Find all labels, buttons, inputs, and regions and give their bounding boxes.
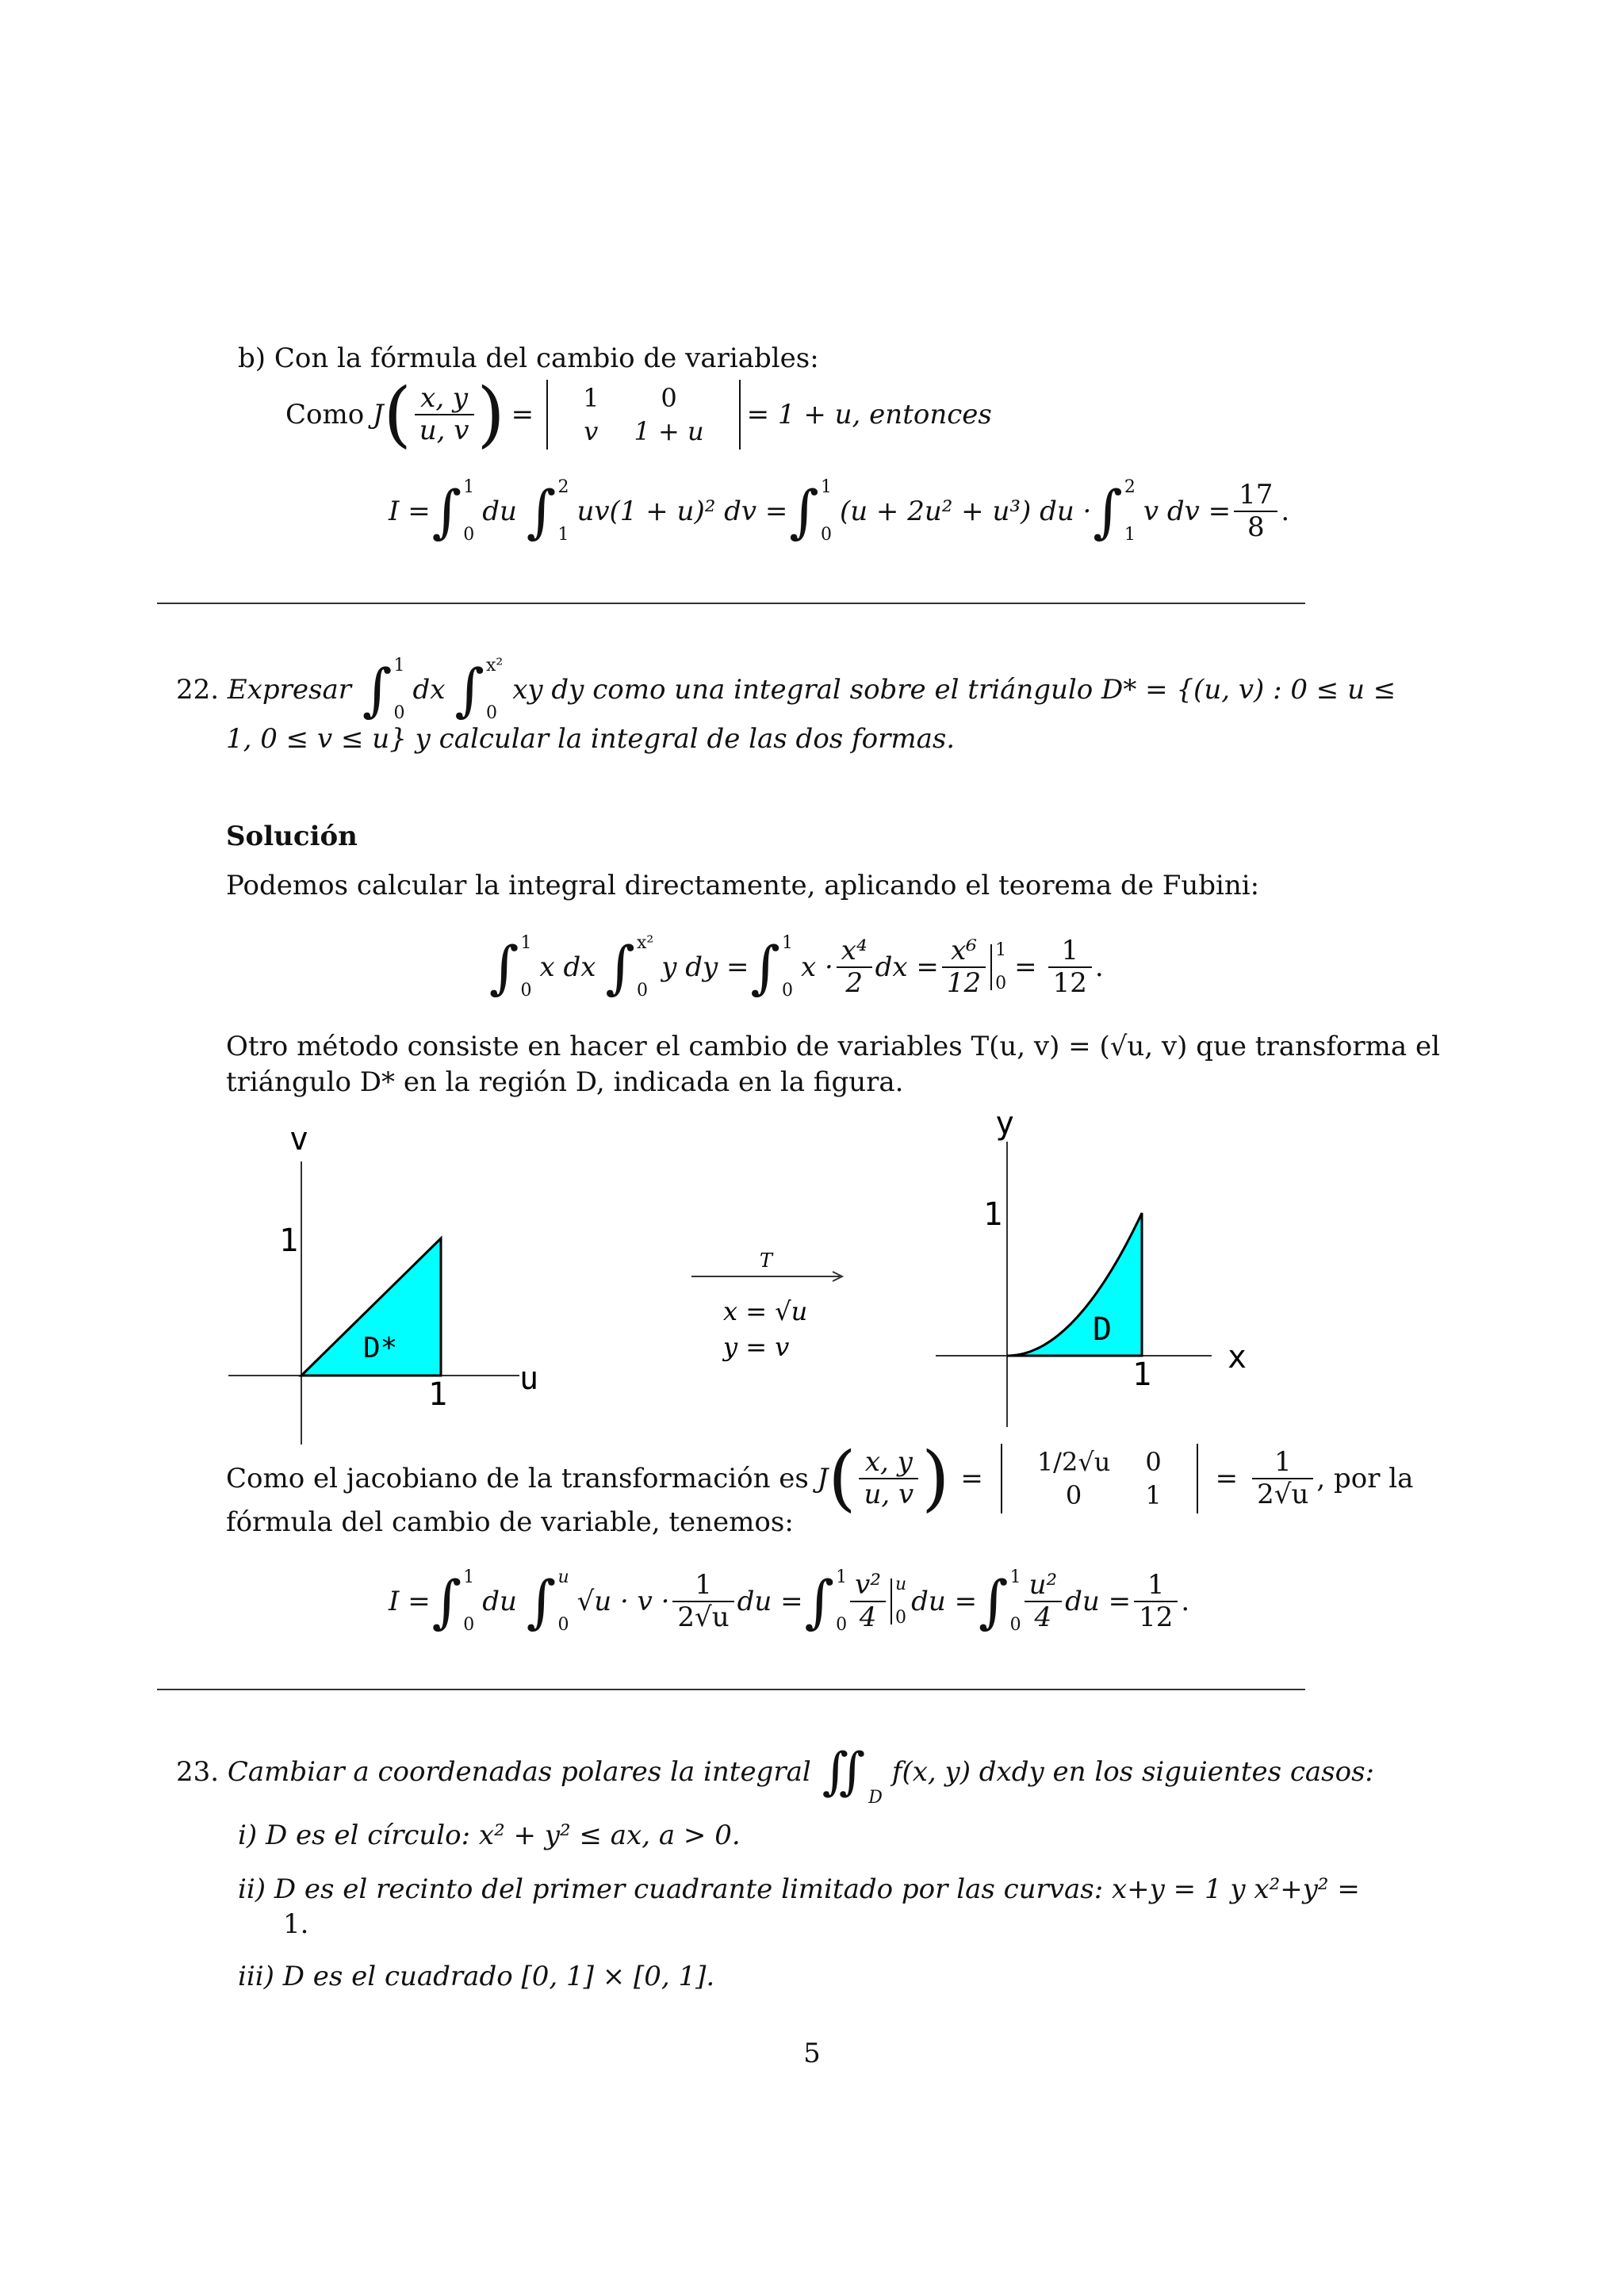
right-one-x-label: 1 [1132,1357,1152,1393]
p22-change-integral: I = ∫ 1 0 du ∫ u 0 √u · v · $\frac{1}{2√u}$ du = ∫ 1 0 $\frac{\text{v²}}{4}$ u 0 du = ∫ 1 0 $\frac{\text{u²}}{4}$ du = $\frac{1}{12}$ . [389,1567,1190,1635]
right-region-curve [1007,1213,1142,1356]
transformation-figure [0,1094,1624,1459]
partb-jacobian-line: Como J ( $\frac{x, y}{u, v}$ ) = 1 0 v 1 + u = 1 + u, entonces [285,373,992,456]
p22-solucion-heading: Solución [226,821,358,852]
p22-otro-line1: Otro método consiste en hacer el cambio de variables T(u, v) = (√u, v) que transforma el [226,1031,1440,1062]
map-x: x = √u [723,1296,808,1326]
p22-jacobian-line: Como el jacobiano de la transformación es J ( $\frac{x, y}{u, v}$ ) = 1/2√u 0 0 1 = $\frac{1}{2√u}$ , por la [226,1437,1414,1520]
partb-jac-frac: $\frac{x, y}{u, v}$ [415,383,474,446]
p22-statement-line2: 1, 0 ≤ v ≤ u} y calcular la integral de las dos formas. [226,723,956,755]
p23-number: 23. [176,1756,220,1788]
page-number: 5 [803,2038,821,2069]
left-v-label: v [289,1121,309,1158]
left-one-y-label: 1 [279,1223,299,1259]
p23-case-i: i) D es el círculo: x² + y² ≤ ax, a > 0. [238,1820,741,1851]
p23-case-ii-line1: ii) D es el recinto del primer cuadrante limitado por las curvas: x+y = 1 y x²+y² = [238,1873,1360,1905]
partb-como: Como [285,399,365,430]
map-y: y = v [723,1332,790,1362]
right-x-label: x [1228,1339,1247,1376]
arrow-label: T [760,1249,773,1272]
left-u-label: u [519,1360,539,1397]
partb-determinant: 1 0 v 1 + u [546,380,740,450]
p22-number: 22. [176,674,220,706]
left-region-label: D* [363,1332,398,1364]
partb-J: J [373,399,384,430]
p22-otro-line2: triángulo D* en la región D, indicada en la figura. [226,1066,904,1098]
right-one-y-label: 1 [983,1196,1003,1233]
p23-case-ii-line2: 1. [283,1908,309,1940]
partb-integral: I = ∫ 1 0 du ∫ 2 1 uv(1 + u)² dv = ∫ 1 0 (u + 2u² + u³) du · ∫ 2 1 v dv = $\frac{17}{8}$ . [389,477,1290,545]
partb-result: = 1 + u, entonces [746,399,992,430]
divider-1 [157,603,1305,604]
partb-intro: b) Con la fórmula del cambio de variables: [238,342,819,374]
p22-statement-line1: 22. Expresar ∫ 1 0 dx ∫ x² 0 xy dy como una integral sobre el triángulo D* = {(u, v) : 0 ≤ u ≤ [176,656,1396,723]
p23-case-iii: iii) D es el cuadrado [0, 1] × [0, 1]. [238,1961,715,1992]
p23-statement: 23. Cambiar a coordenadas polares la integral ∬ D f(x, y) dxdy en los siguientes casos: [176,1743,1374,1808]
double-integral-sign: ∬ [822,1743,866,1801]
p22-jacobian-line2: fórmula del cambio de variable, tenemos: [226,1506,794,1538]
right-region-label: D [1093,1311,1113,1348]
p22-jacobian-determinant: 1/2√u 0 0 1 [1001,1444,1198,1513]
p22-fubini-integral: ∫ 1 0 x dx ∫ x² 0 y dy = ∫ 1 0 x · $\frac{\text{x⁴}}{2}$ dx = $\frac{\text{x⁶}}{12}$ 1 0 = $\frac{1}{12}$ . [489,933,1104,1001]
right-y-label: y [995,1105,1015,1142]
divider-2 [157,1689,1305,1690]
p22-fubini-text: Podemos calcular la integral directamente, aplicando el teorema de Fubini: [226,870,1260,901]
left-one-x-label: 1 [428,1376,448,1413]
